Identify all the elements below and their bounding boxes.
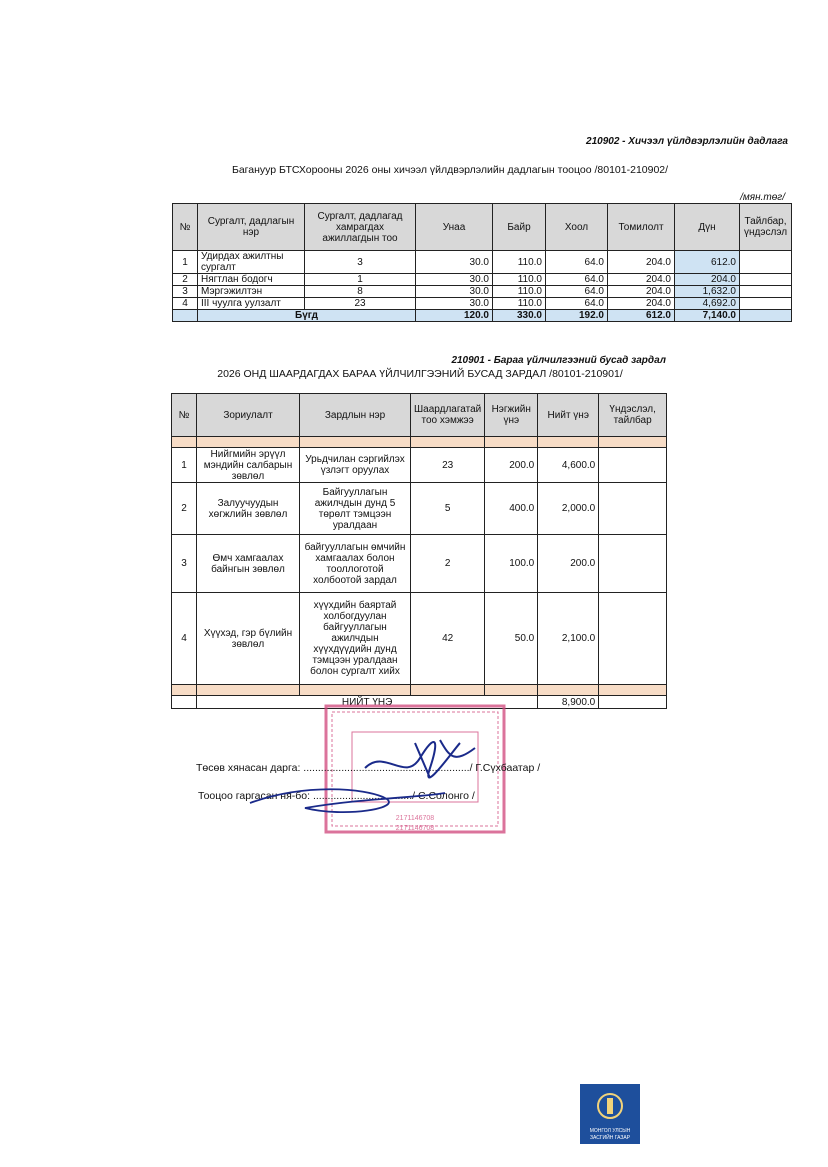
cell: 30.0: [416, 251, 493, 274]
government-emblem: [580, 1084, 640, 1144]
total-transport: 120.0: [416, 310, 493, 322]
table-header-row: [173, 204, 792, 251]
col-per-diem: Томилолт: [608, 204, 675, 251]
cell: 200.0: [485, 448, 538, 483]
table-row: [173, 298, 792, 310]
cell: 4: [173, 298, 198, 310]
cell: 400.0: [485, 483, 538, 535]
cell: 204.0: [608, 251, 675, 274]
stamp-register-number: 2171146708: [395, 815, 435, 822]
cell: хүүхдийн баяртай холбогдуулан байгууллагын ажилчдын хүүхдүүдийн дунд тэмцээн уралдаан болон сургалт хийх: [300, 593, 411, 685]
cell: 23: [411, 448, 485, 483]
cell: Нягтлан бодогч: [198, 274, 305, 286]
cell: 1,632.0: [675, 286, 740, 298]
col-expense-name: Зардлын нэр: [300, 394, 411, 437]
cell: Залуучуудын хөгжлийн зөвлөл: [197, 483, 300, 535]
cell: 204.0: [608, 274, 675, 286]
practice-cost-table: [172, 203, 792, 322]
cell: 204.0: [608, 298, 675, 310]
cell: 64.0: [546, 286, 608, 298]
table-row: [173, 251, 792, 274]
cell: 1: [173, 251, 198, 274]
table-header-row: [172, 394, 667, 437]
cell: [172, 696, 197, 709]
cell: [740, 310, 792, 322]
cell: 2: [173, 274, 198, 286]
cell: [740, 298, 792, 310]
cell: Өмч хамгаалах байнгын зөвлөл: [197, 535, 300, 593]
col-quantity: Шаардлагатай тоо хэмжээ: [411, 394, 485, 437]
signature-line-approver: Төсөв хянасан дарга: ........................................................./ Г.Сүхбаатар /: [196, 762, 541, 774]
cell: [599, 593, 667, 685]
cell: 3: [172, 535, 197, 593]
cell: 5: [411, 483, 485, 535]
col-training-name: Сургалт, дадлагын нэр: [198, 204, 305, 251]
table-row: [173, 274, 792, 286]
cell: 100.0: [485, 535, 538, 593]
signature-line-preparer: Тооцоо гаргасан ня-бо: ................................../ С.Солонго /: [198, 790, 475, 802]
col-total: Дүн: [675, 204, 740, 251]
cell: 2: [172, 483, 197, 535]
cell: Нийгмийн эрүүл мэндийн салбарын зөвлөл: [197, 448, 300, 483]
cell: 64.0: [546, 298, 608, 310]
total-lodging: 330.0: [493, 310, 546, 322]
cell: 2,100.0: [538, 593, 599, 685]
cell: [599, 535, 667, 593]
col-purpose: Зориулалт: [197, 394, 300, 437]
cell: 110.0: [493, 286, 546, 298]
cell: [599, 448, 667, 483]
document-title: Багануур БТСХорооны 2026 оны хичээл үйлдвэрлэлийн дадлагын тооцоо /80101-210902/: [231, 164, 669, 176]
total-label: Бүгд: [198, 310, 416, 322]
col-number: №: [172, 394, 197, 437]
cell: 23: [305, 298, 416, 310]
cell: 200.0: [538, 535, 599, 593]
cell: [173, 310, 198, 322]
total-food: 192.0: [546, 310, 608, 322]
cell: 3: [173, 286, 198, 298]
cell: 1: [172, 448, 197, 483]
cell: [740, 251, 792, 274]
col-food: Хоол: [546, 204, 608, 251]
emblem-text-1: МОНГОЛ УЛСЫН: [589, 1128, 631, 1134]
expense-code-heading: 210902 - Хичээл үйлдвэрлэлийн дадлага: [586, 136, 788, 147]
total-label: НИЙТ ҮНЭ: [197, 696, 538, 709]
col-justification: Үндэслэл, тайлбар: [599, 394, 667, 437]
cell: 8: [305, 286, 416, 298]
col-lodging: Байр: [493, 204, 546, 251]
other-expenses-table: [171, 393, 667, 709]
cell: [740, 274, 792, 286]
cell: 110.0: [493, 298, 546, 310]
col-participants: Сургалт, дадлагад хамрагдах ажиллагдын тоо: [305, 204, 416, 251]
cell: [599, 696, 667, 709]
cell: 4,600.0: [538, 448, 599, 483]
total-row: [173, 310, 792, 322]
cell: 2: [411, 535, 485, 593]
col-number: №: [173, 204, 198, 251]
cell: 30.0: [416, 286, 493, 298]
cell: 110.0: [493, 274, 546, 286]
stamp-register-number-2: 2171146708: [395, 825, 435, 832]
unit-label: /мян.төг/: [740, 192, 785, 203]
table-row: [172, 593, 667, 685]
handwritten-signature-2: [245, 778, 455, 828]
cell: 64.0: [546, 251, 608, 274]
table-row: [173, 286, 792, 298]
cell: 4,692.0: [675, 298, 740, 310]
cell: 204.0: [675, 274, 740, 286]
spacer-row: [172, 685, 667, 696]
col-unit-price: Нэгжийн үнэ: [485, 394, 538, 437]
cell: III чуулга уулзалт: [198, 298, 305, 310]
col-total-price: Нийт үнэ: [538, 394, 599, 437]
total-sum: 8,900.0: [538, 696, 599, 709]
col-transport: Унаа: [416, 204, 493, 251]
cell: 50.0: [485, 593, 538, 685]
cell: Хүүхэд, гэр бүлийн зөвлөл: [197, 593, 300, 685]
cell: [740, 286, 792, 298]
section2-code-heading: 210901 - Бараа үйлчилгээний бусад зардал: [451, 355, 666, 366]
cell: 1: [305, 274, 416, 286]
cell: 30.0: [416, 298, 493, 310]
emblem-text-2: ЗАСГИЙН ГАЗАР: [589, 1135, 631, 1141]
cell: 204.0: [608, 286, 675, 298]
cell: [599, 483, 667, 535]
cell: байгууллагын өмчийн хамгаалах болон тооллоготой холбоотой зардал: [300, 535, 411, 593]
section2-title: 2026 ОНД ШААРДАГДАХ БАРАА ҮЙЛЧИЛГЭЭНИЙ БУСАД ЗАРДАЛ /80101-210901/: [217, 368, 623, 380]
cell: 42: [411, 593, 485, 685]
cell: Мэргэжилтэн: [198, 286, 305, 298]
cell: 30.0: [416, 274, 493, 286]
cell: 64.0: [546, 274, 608, 286]
cell: 612.0: [675, 251, 740, 274]
cell: 2,000.0: [538, 483, 599, 535]
cell: Байгууллагын ажилчдын дунд 5 төрөлт тэмцээн уралдаан: [300, 483, 411, 535]
cell: Удирдах ажилтны сургалт: [198, 251, 305, 274]
cell: Урьдчилан сэргийлэх үзлэгт оруулах: [300, 448, 411, 483]
cell: 110.0: [493, 251, 546, 274]
spacer-row: [172, 437, 667, 448]
total-sum: 7,140.0: [675, 310, 740, 322]
table-row: [172, 483, 667, 535]
col-remarks: Тайлбар, үндэслэл: [740, 204, 792, 251]
total-per-diem: 612.0: [608, 310, 675, 322]
cell: 4: [172, 593, 197, 685]
table-row: [172, 448, 667, 483]
table-row: [172, 535, 667, 593]
cell: 3: [305, 251, 416, 274]
